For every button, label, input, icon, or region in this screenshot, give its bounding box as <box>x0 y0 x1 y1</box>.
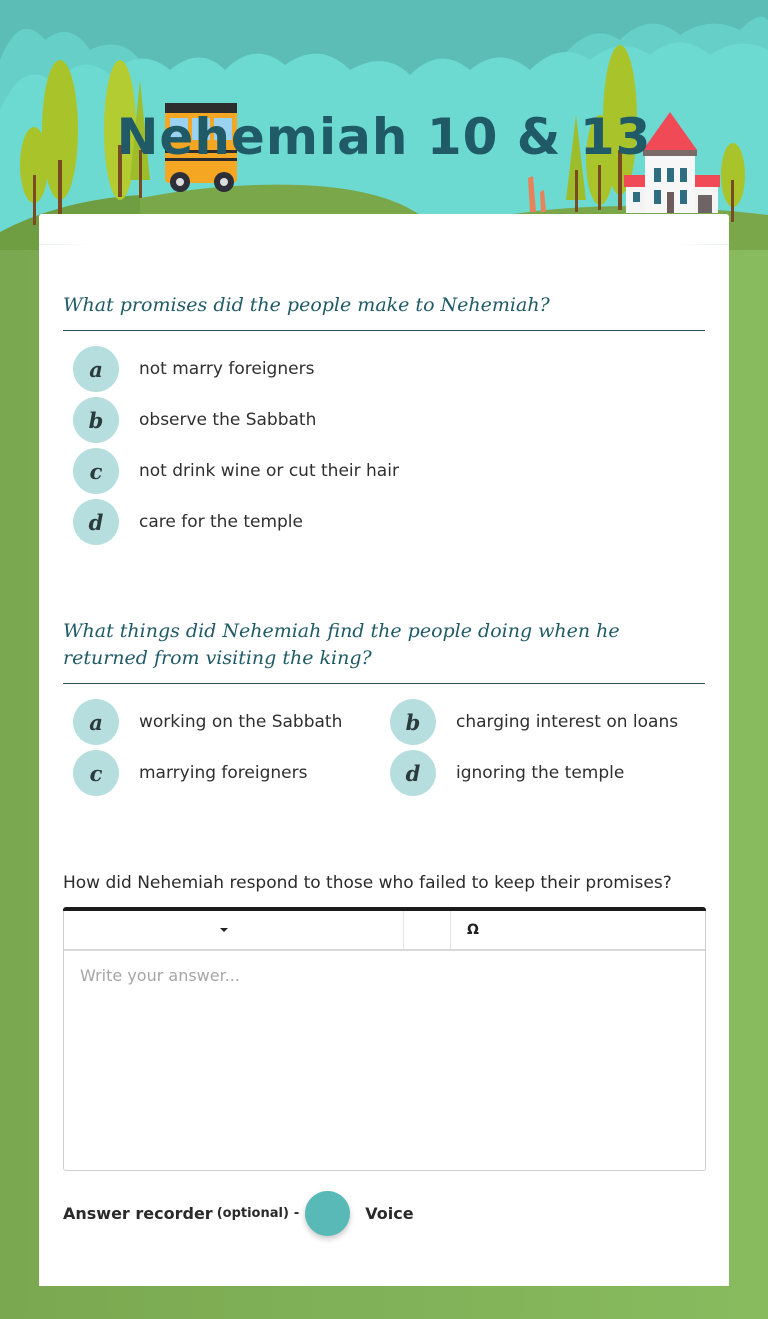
separator: - <box>293 1204 300 1221</box>
page-title: Nehemiah 10 & 13 <box>116 108 652 166</box>
option-text: observe the Sabbath <box>139 410 317 430</box>
q1-option-d[interactable] <box>73 499 303 545</box>
option-text: working on the Sabbath <box>139 712 343 732</box>
divider <box>39 244 729 245</box>
question-1-heading: What promises did the people make to Nehemiah? <box>63 294 550 316</box>
option-text: care for the temple <box>139 512 303 532</box>
record-voice-button[interactable] <box>305 1191 350 1236</box>
option-letter-badge: a <box>73 346 119 392</box>
recorder-optional-label: (optional) <box>216 1205 289 1221</box>
special-character-button[interactable]: Ω <box>467 922 479 938</box>
divider <box>63 683 705 684</box>
option-letter-badge: d <box>390 750 436 796</box>
option-text: charging interest on loans <box>456 712 679 732</box>
worksheet-card <box>39 214 729 1286</box>
toolbar-button[interactable] <box>404 911 451 949</box>
rich-text-editor <box>63 907 706 1171</box>
editor-toolbar <box>64 911 705 951</box>
recorder-label: Answer recorder <box>63 1203 213 1223</box>
option-letter-badge: c <box>73 448 119 494</box>
option-letter-badge: d <box>73 499 119 545</box>
option-letter-badge: b <box>73 397 119 443</box>
option-letter-badge: c <box>73 750 119 796</box>
option-letter-badge: b <box>390 699 436 745</box>
option-text: marrying foreigners <box>139 763 308 783</box>
format-dropdown[interactable] <box>64 911 404 949</box>
q1-option-a[interactable] <box>73 346 314 392</box>
caret-down-icon <box>220 928 228 932</box>
option-letter-badge: a <box>73 699 119 745</box>
voice-label: Voice <box>365 1203 414 1223</box>
option-text: ignoring the temple <box>456 763 625 783</box>
question-2-heading: What things did Nehemiah find the people doing when he returned from visiting the king? <box>63 620 620 669</box>
divider <box>63 330 705 331</box>
q2-option-a[interactable] <box>73 699 342 745</box>
option-text: not marry foreigners <box>139 359 315 379</box>
q1-option-c[interactable] <box>73 448 399 494</box>
q2-option-b[interactable] <box>390 699 678 745</box>
option-text: not drink wine or cut their hair <box>139 461 399 481</box>
header-banner <box>0 0 768 250</box>
answer-input[interactable] <box>64 951 705 1167</box>
answer-recorder <box>63 1190 414 1236</box>
question-3-label: How did Nehemiah respond to those who failed to keep their promises? <box>63 873 672 893</box>
q1-option-b[interactable] <box>73 397 316 443</box>
q2-option-c[interactable] <box>73 750 307 796</box>
q2-option-d[interactable] <box>390 750 624 796</box>
